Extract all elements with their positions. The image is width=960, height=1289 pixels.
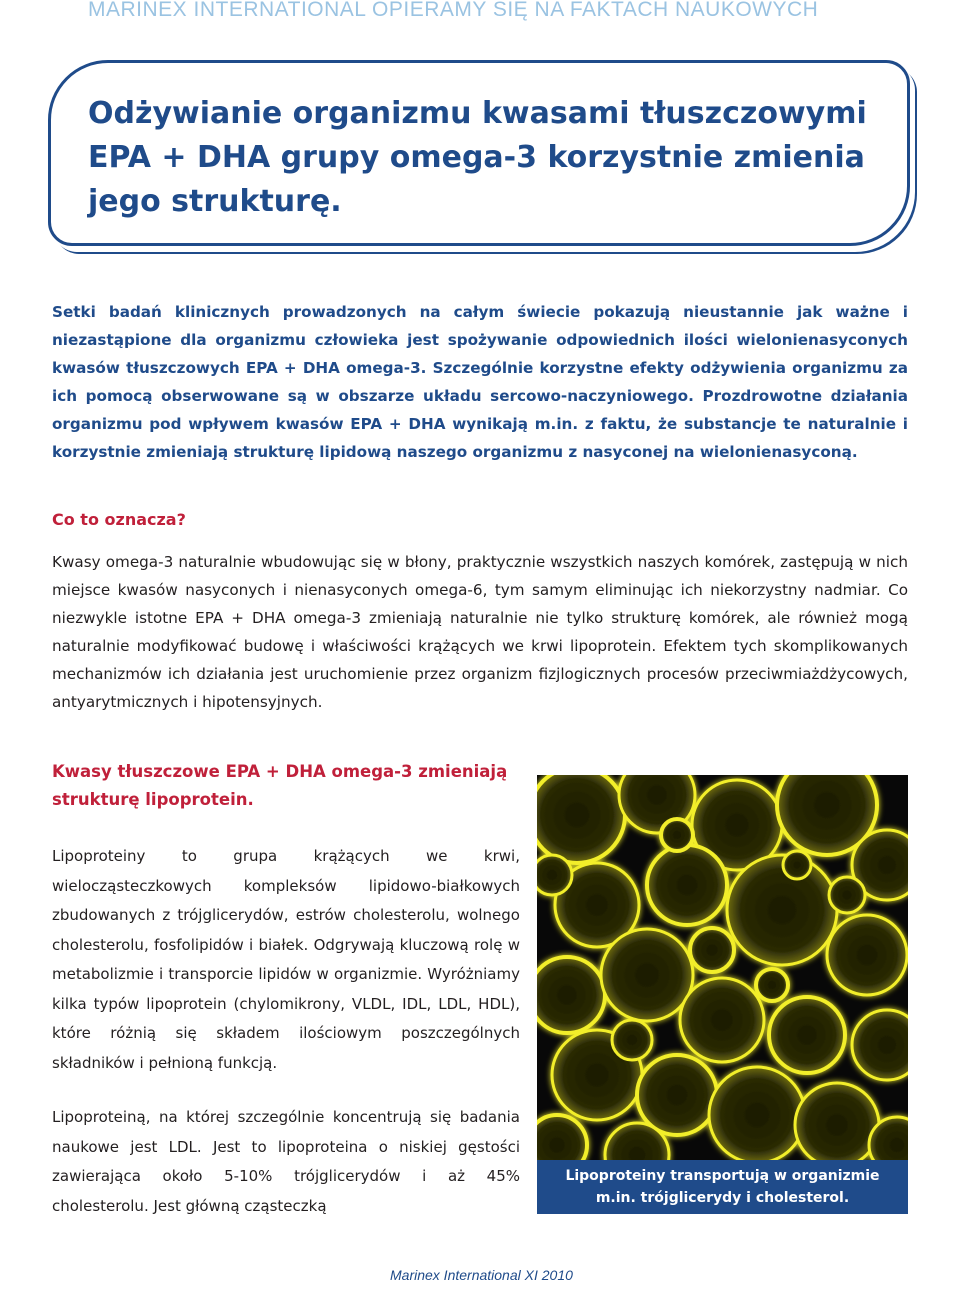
vesicle — [783, 851, 811, 879]
vesicle — [756, 969, 788, 1001]
vesicle — [680, 978, 764, 1062]
footer-text: Marinex International XI 2010 — [390, 1267, 573, 1283]
vesicle — [709, 1067, 805, 1163]
lipoprotein-micrograph-image — [537, 775, 908, 1163]
vesicle — [795, 1083, 879, 1163]
micrograph-drawing — [537, 775, 908, 1163]
section-heading-what-it-means: Co to oznacza? — [52, 510, 186, 529]
vesicle — [601, 929, 693, 1021]
lipoproteins-paragraph: Lipoproteiny to grupa krążących we krwi, wielocząsteczkowych kompleksów lipidowo-białkowych zbudowanych z trójglicerydów, estrów cholesterolu, wolnego cholesterolu, fosfolipidów i białek. Odgrywają kluczową rolę w metabolizmie i transporcie lipidów w organizmie. Wyróżniamy kilka typów lipoprotein (chylomikrony, VLDL, IDL, LDL, HDL), które różnią się składem ilościowym poszczególnych składników i pełnioną funkcją. — [52, 847, 520, 1072]
vesicle — [852, 1010, 908, 1080]
vesicle — [537, 775, 625, 863]
section-body-omega3: Kwasy omega-3 naturalnie wbudowując się w błony, praktycznie wszystkich naszych komórek, zastępują w nich miejsce kwasów nasyconych i nienasyconych omega-6, tym samym eliminując ich niekorzystny nadmiar. Co niezwykle istotne EPA + DHA omega-3 zmieniają naturalnie nie tylko strukturę komórek, ale również mogą naturalnie modyfikować budowę i właściwości krążących we krwi lipoprotein. Efektem tych skomplikowanych mechanizmów ich działania jest uruchomienie przez organizm fizjlogicznych procesów przeciwmiażdżycowych, antyarytmicznych i hipotensyjnych. — [52, 553, 908, 711]
vesicle — [647, 845, 727, 925]
intro-paragraph: Setki badań klinicznych prowadzonych na całym świecie pokazują nieustannie jak ważne i niezastąpione dla organizmu człowieka jest spożywanie odpowiednich ilości wielonienasyconych kwasów tłuszczowych EPA + DHA omega-3. Szczególnie korzystne efekty odżywienia organizmu za ich pomocą obserwowane są w obszarze układu sercowo-naczyniowego. Prozdrowotne działania organizmu pod wpływem kwasów EPA + DHA wynikają m.in. z faktu, że substancje te naturalnie i korzystnie zmieniają strukturę lipidową naszego organizmu z nasyconej na wielonienasyconą. — [52, 303, 908, 461]
vesicle — [690, 928, 734, 972]
vesicle — [829, 877, 865, 913]
vesicle — [612, 1020, 652, 1060]
ldl-paragraph: Lipoproteiną, na której szczególnie koncentrują się badania naukowe jest LDL. Jest to lipoproteina o niskiej gęstości zawierająca około 5-10% trójglicerydów i aż 45% cholesterolu. Jest główną cząsteczką — [52, 1108, 520, 1215]
figure-caption — [537, 1160, 908, 1214]
vesicle — [769, 997, 845, 1073]
caption-line-2: m.in. trójglicerydy i cholesterol. — [595, 1190, 850, 1206]
vesicle — [727, 855, 837, 965]
vesicle — [827, 915, 907, 995]
section-heading-lipoproteins: Kwasy tłuszczowe EPA + DHA omega-3 zmieniają strukturę lipoprotein. — [52, 762, 508, 809]
header-banner: MARINEX INTERNATIONAL OPIERAMY SIĘ NA FAKTACH NAUKOWYCH — [88, 0, 819, 21]
vesicle — [637, 1055, 717, 1135]
vesicle — [537, 855, 572, 895]
caption-line-1: Lipoproteiny transportują w organizmie — [565, 1168, 880, 1184]
page-title: Odżywianie organizmu kwasami tłuszczowymi EPA + DHA grupy omega-3 korzystnie zmienia jego strukturę. — [88, 96, 867, 219]
vesicle — [661, 819, 693, 851]
vesicle — [537, 957, 605, 1033]
